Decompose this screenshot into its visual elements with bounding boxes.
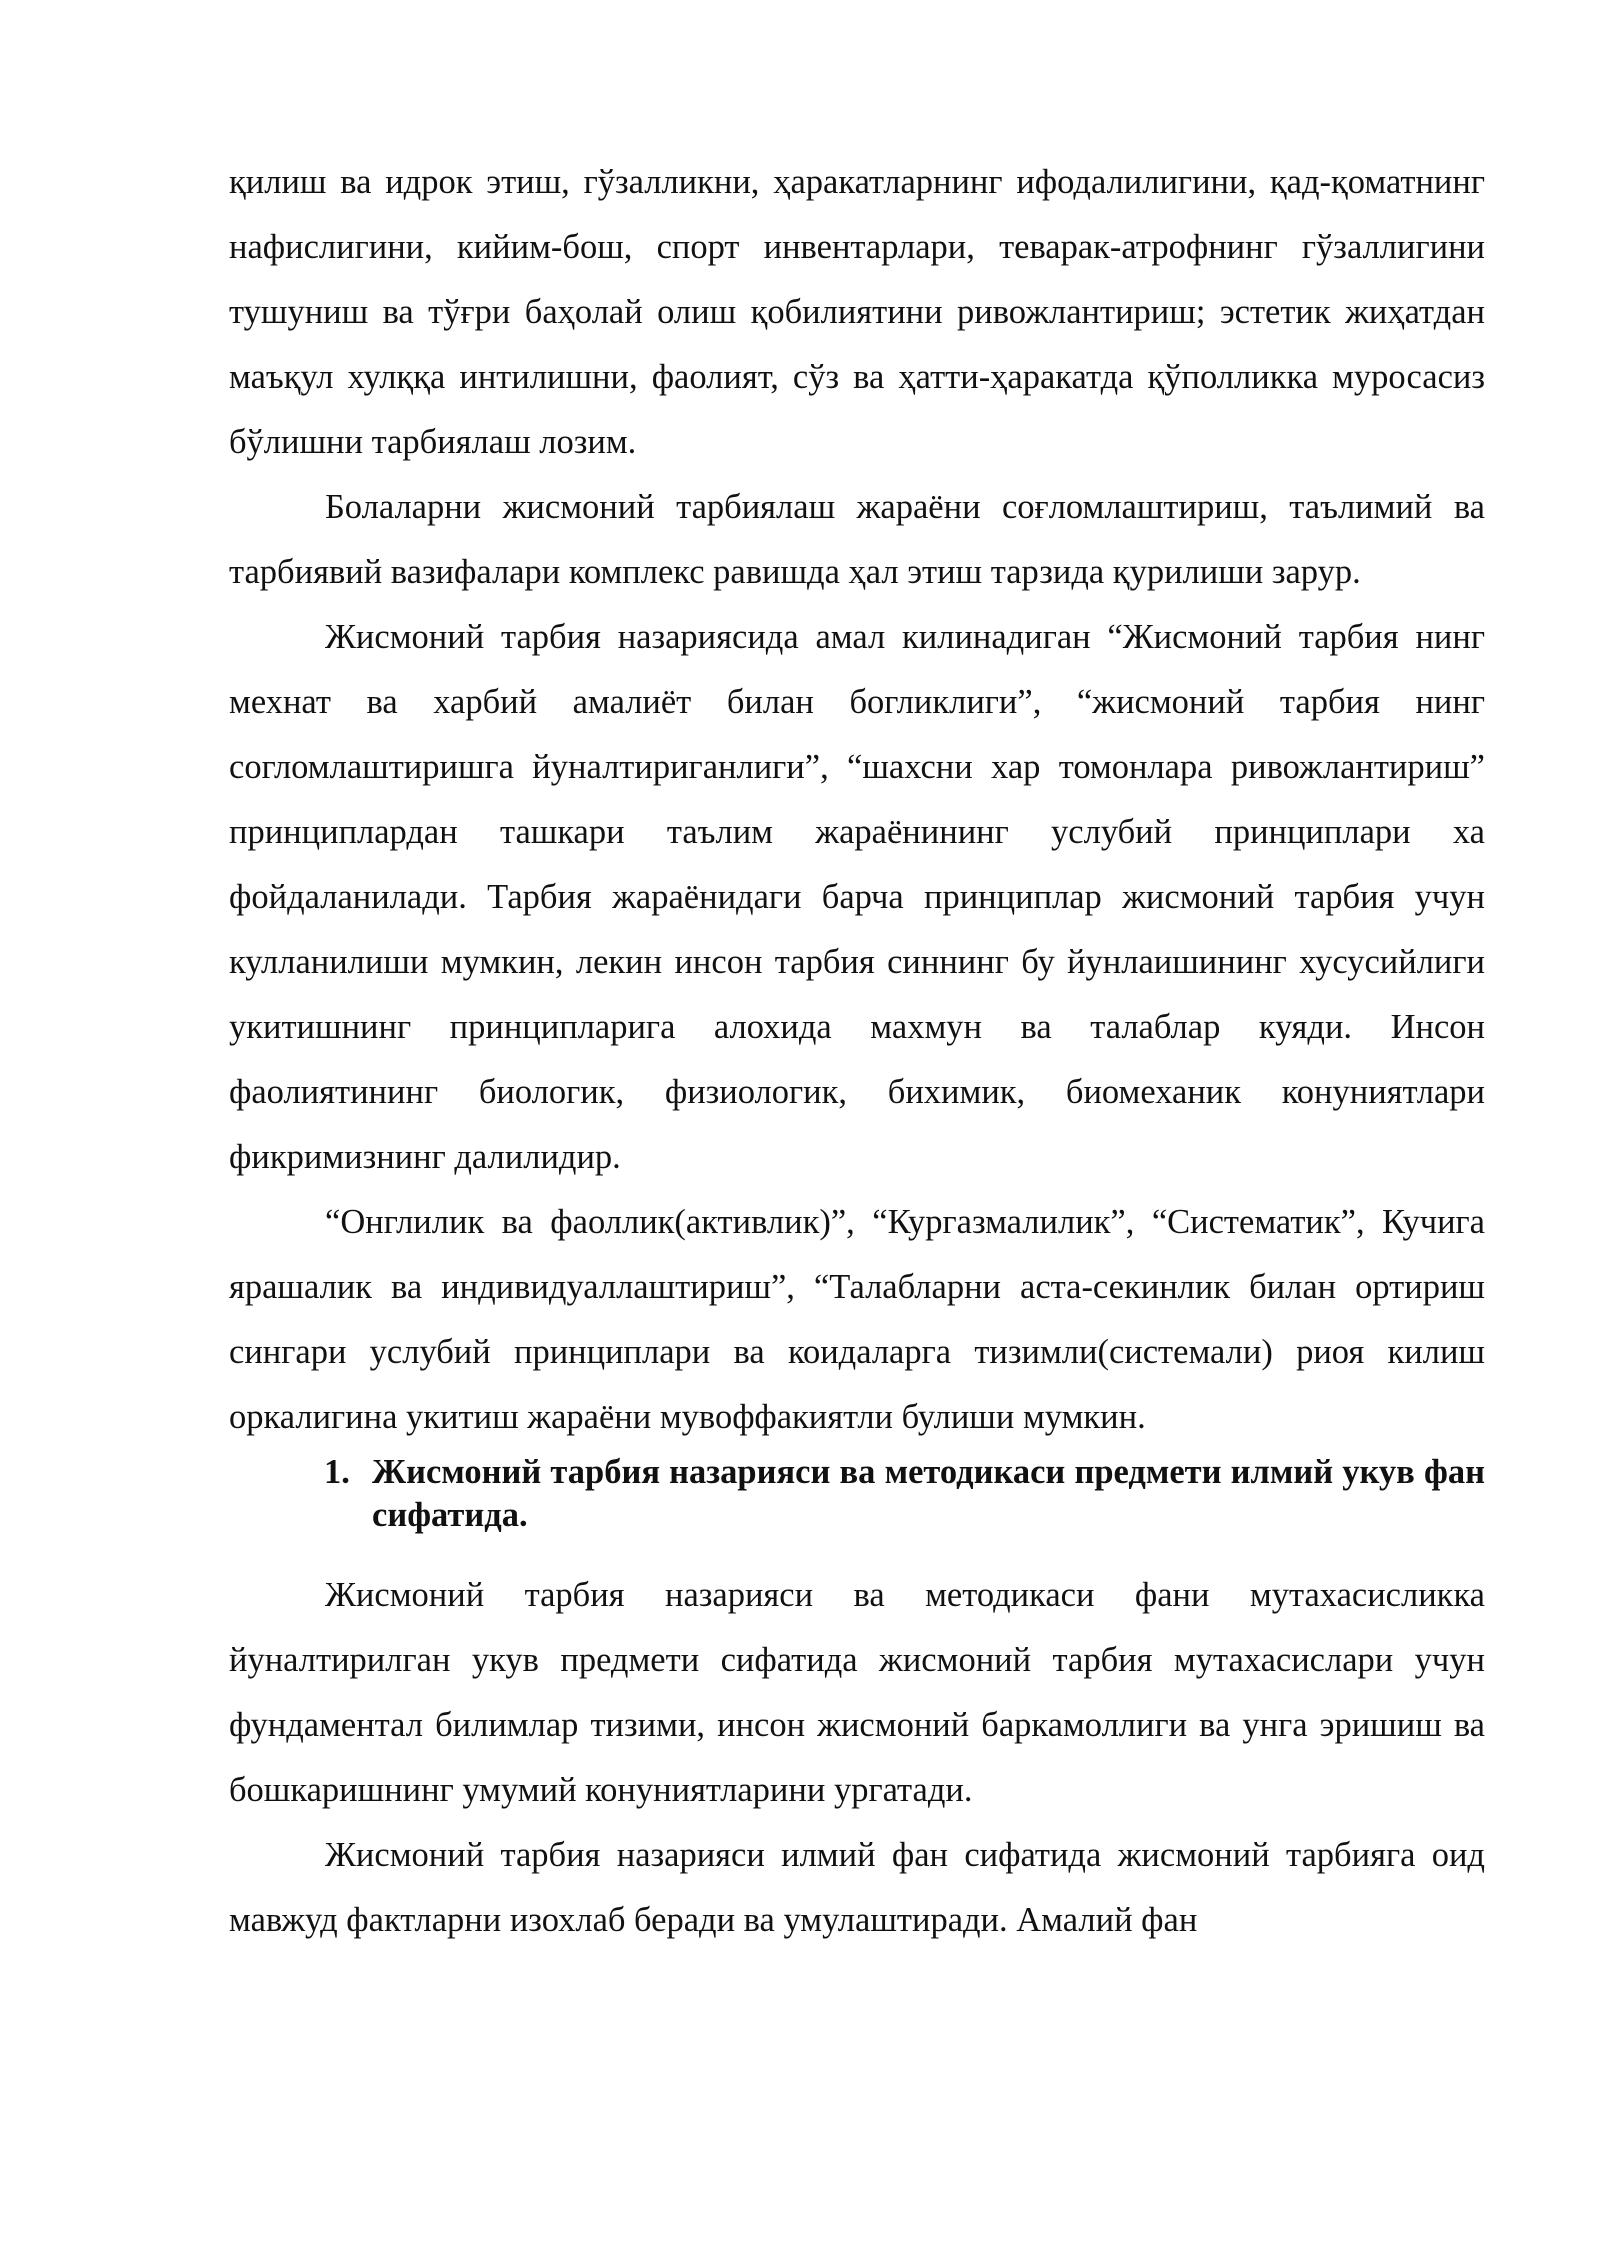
paragraph-aesthetic-education: қилиш ва идрок этиш, гўзалликни, ҳаракатларнинг ифодалилигини, қад-қоматнинг нафислигини, кийим-бош, спорт инвентарлари, теварак-атрофнинг гўзаллигини тушуниш ва тўғри баҳолай олиш қобилиятини ривожлантириш; эстетик жиҳатдан маъқул хулққа интилишни, фаолият, сўз ва ҳатти-ҳаракатда қўполликка муросасиз бўлишни тарбиялаш лозим. bbox=[229, 163, 1485, 461]
paragraph-principles: Жисмоний тарбия назариясида амал килинадиган “Жисмоний тарбия нинг мехнат ва харбий амалиёт билан богликлиги”, “жисмоний тарбия нинг согломлаштиришга йуналтириганлиги”, “шахсни хар томонлара ривожлантириш” принциплардан ташкари таълим жараёнининг услубий принциплари ха фойдаланилади. Тарбия жараёнидаги барча принциплар жисмоний тарбия учун кулланилиши мумкин, лекин инсон тарбия синнинг бу йунлаишининг хусусийлиги укитишнинг принципларига алохида махмун ва талаблар куяди. Инсон фаолиятининг биологик, физиологик, бихимик, биомеханик конуниятлари фикримизнинг далилидир. bbox=[229, 618, 1485, 1176]
section-heading-text: Жисмоний тарбия назарияси ва методикаси предмети илмий укув фан сифатида. bbox=[372, 1453, 1485, 1534]
document-body bbox=[229, 150, 1485, 1953]
section-heading-number: 1. bbox=[324, 1453, 350, 1491]
paragraph-complex-tasks: Болаларни жисмоний тарбиялаш жараёни соғломлаштириш, таълимий ва тарбиявий вазифалари комплекс равишда ҳал этиш тарзида қурилиши зарур. bbox=[229, 488, 1485, 591]
paragraph-scientific-discipline: Жисмоний тарбия назарияси илмий фан сифатида жисмоний тарбияга оид мавжуд фактларни изохлаб беради ва умулаштиради. Амалий фан bbox=[229, 1836, 1485, 1939]
paragraph-methodical-principles: “Онглилик ва фаоллик(активлик)”, “Кургазмалилик”, “Систематик”, Кучига ярашалик ва индивидуаллаштириш”, “Талабларни аста-секинлик билан ортириш сингари услубий принциплари ва коидаларга тизимли(системали) риоя килиш оркалигина укитиш жараёни мувоффакиятли булиши мумкин. bbox=[229, 1203, 1485, 1436]
paragraph-subject-definition: Жисмоний тарбия назарияси ва методикаси фани мутахасисликка йуналтирилган укув предмети сифатида жисмоний тарбия мутахасислари учун фундаментал билимлар тизими, инсон жисмоний баркамоллиги ва унга эришиш ва бошкаришнинг умумий конуниятларини ургатади. bbox=[229, 1576, 1485, 1809]
section-heading bbox=[229, 1451, 1485, 1537]
